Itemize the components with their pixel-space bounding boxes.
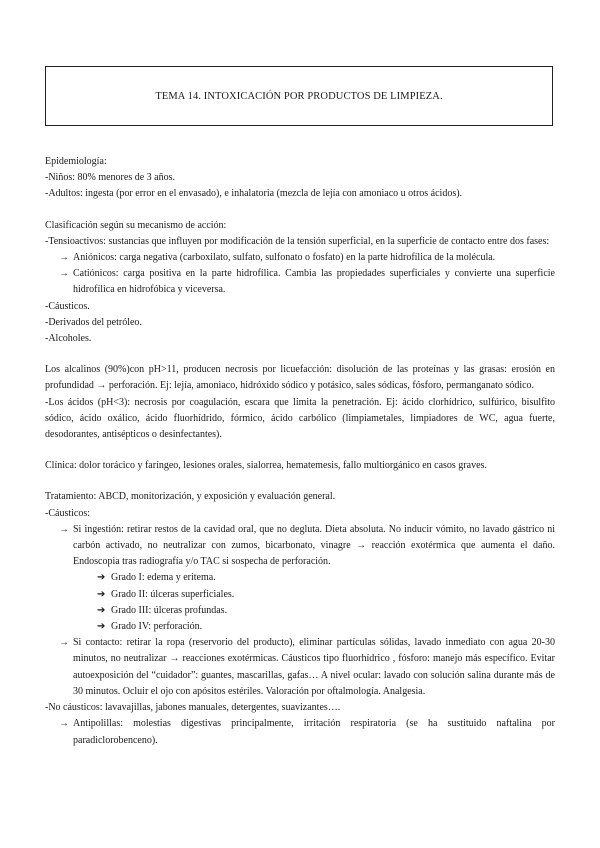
causticos-label: -Cáusticos: xyxy=(45,507,90,519)
grade-item xyxy=(45,619,555,635)
contacto-text: Si contacto: retirar la ropa (reservorio del producto), eliminar partículas sólidas, lavado inmediato con agua 20-30 minutos, no neutralizar → reacciones exotérmicas. Cáusticos tipo fluorhídrico , fósforo: manejo más específico. Evitar autoexposición del “cuidador”: guantes, mascarillas, gafas… A nivel ocular: lavado con solución salina durante más de 30 minutos. Ocluir el ojo con apósitos estériles. Valoración por oftalmología. Analgesia. xyxy=(73,637,555,697)
arrow-icon: → xyxy=(59,637,69,649)
classification-item: -Derivados del petróleo. xyxy=(45,316,142,328)
arrow-icon: → xyxy=(59,523,69,535)
grade-text: Grado I: edema y eritema. xyxy=(111,572,216,584)
cationicos-item xyxy=(45,266,555,298)
epidemiology-item: -Niños: 80% menores de 3 años. xyxy=(45,172,175,184)
ingestion-text: Si ingestión: retirar restos de la cavidad oral, que no degluta. Dieta absoluta. No inducir vómito, no lavado gástrico ni carbón activado, no neutralizar con zumos, bicarbonato, vinagre → reacción exotérmica que aumenta el daño. Endoscopia tras radiografía y/o TAC si sospecha de perforación. xyxy=(73,523,555,568)
no-causticos-label: -No cáusticos: lavavajillas, jabones manuales, detergentes, suavizantes…. xyxy=(45,702,341,714)
classification-heading: Clasificación según su mecanismo de acción: xyxy=(45,219,227,231)
arrow-icon: → xyxy=(59,268,69,280)
antipolillas-item xyxy=(45,716,555,748)
grade-item xyxy=(45,603,555,619)
epidemiology-item: -Adultos: ingesta (por error en el envasado), e inhalatoria (mezcla de lejía con amoniaco u otros ácidos). xyxy=(45,188,463,200)
classification-item: -Cáusticos. xyxy=(45,300,90,312)
grade-text: Grado IV: perforación. xyxy=(111,621,203,633)
grade-item xyxy=(45,587,555,603)
document-title: TEMA 14. INTOXICACIÓN POR PRODUCTOS DE LIMPIEZA. xyxy=(155,90,443,102)
document-body xyxy=(45,154,555,749)
bold-arrow-icon: ➔ xyxy=(97,588,106,600)
bold-arrow-icon: ➔ xyxy=(97,572,106,584)
grade-text: Grado II: úlceras superficiales. xyxy=(111,588,235,600)
title-box xyxy=(45,66,553,126)
tensioactivos-paragraph: -Tensioactivos: sustancias que influyen por modificación de la tensión superficial, en la superficie de contacto entre dos fases: xyxy=(45,235,550,247)
grade-item xyxy=(45,570,555,586)
bold-arrow-icon: ➔ xyxy=(97,604,106,616)
bold-arrow-icon: ➔ xyxy=(97,621,106,633)
anionicos-text: Aniónicos: carga negativa (carboxilato, sulfato, sulfonato o fosfato) en la parte hidrofílica de la molécula. xyxy=(73,252,496,264)
epidemiology-heading: Epidemiología: xyxy=(45,156,107,167)
classification-item: -Alcoholes. xyxy=(45,333,92,345)
arrow-icon: → xyxy=(59,252,69,264)
grade-text: Grado III: úlceras profundas. xyxy=(111,604,228,616)
anionicos-item xyxy=(45,250,555,266)
treatment-heading: Tratamiento: ABCD, monitorización, y exposición y evaluación general. xyxy=(45,491,336,503)
antipolillas-text: Antipolillas: molestias digestivas principalmente, irritación respiratoria (se ha sustituido naftalina por paradiclorobenceno). xyxy=(73,718,555,746)
alcalinos-paragraph: Los alcalinos (90%)con pH>11, producen necrosis por licuefacción: disolución de las proteínas y las grasas: erosión en profundidad → perforación. Ej: lejía, amoniaco, hidróxido sódico y potásico, sales sódicas, fósforo, permanganato sódico. xyxy=(45,364,555,392)
cationicos-text: Catiónicos: carga positiva en la parte hidrofílica. Cambia las propiedades superficiales y convierte una superficie hidrofílica en hidrofóbica y viceversa. xyxy=(73,268,555,296)
arrow-icon: → xyxy=(59,718,69,730)
contacto-item xyxy=(45,635,555,700)
ingestion-item xyxy=(45,522,555,571)
acidos-paragraph: -Los ácidos (pH<3): necrosis por coagulación, escara que limita la penetración. Ej: ácido clorhídrico, sulfúrico, bisulfito sódico, ácido oxálico, ácido fluorhídrido, fórmico, ácido carbólico (limpiametales, limpiadores de WC, agua fuerte, desodorantes, antisépticos o desinfectantes). xyxy=(45,396,555,441)
clinica-paragraph: Clínica: dolor torácico y faríngeo, lesiones orales, sialorrea, hematemesis, fallo multiorgánico en casos graves. xyxy=(45,460,487,472)
